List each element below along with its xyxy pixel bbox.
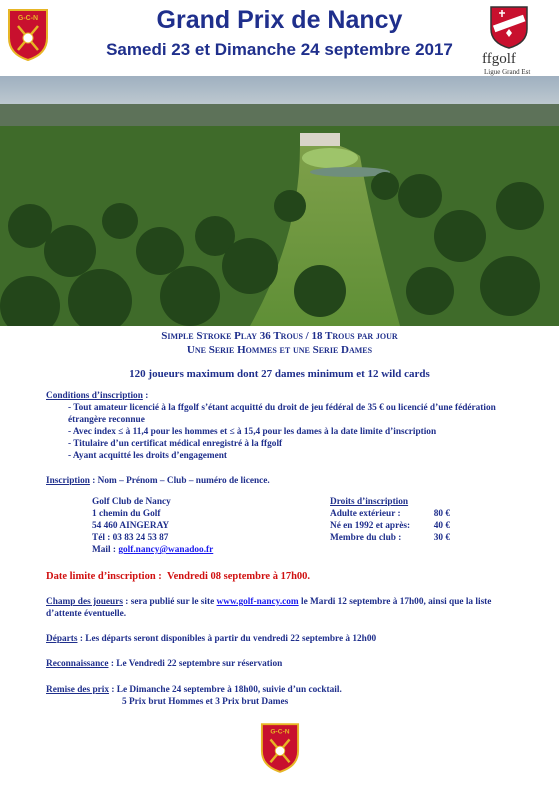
fees-heading: Droits d’inscription <box>330 497 409 507</box>
deadline-line <box>46 571 310 582</box>
departs-label: Départs <box>46 634 78 644</box>
gcn-logo-bottom-text: G-C-N <box>270 728 290 736</box>
conditions-heading <box>46 390 148 402</box>
field-text-3: d’attente éventuelle. <box>46 609 127 619</box>
fees-row <box>330 520 450 532</box>
conditions-item: - Tout amateur licencié à la ffgolf s’étant acquitté du droit de jeu fédéral de 35 € ou licencié d’une fédération <box>68 403 496 413</box>
recon-line <box>46 658 282 670</box>
conditions-item: étrangère reconnue <box>68 415 145 425</box>
format-line-1: Simple Stroke Play 36 Trous / 18 Trous par jour <box>161 330 398 342</box>
inscription-text: : Nom – Prénom – Club – numéro de licence. <box>89 476 270 486</box>
conditions-heading-colon: : <box>142 391 149 401</box>
prizes-line <box>46 684 342 696</box>
gcn-logo-text: G-C-N <box>17 15 39 22</box>
page-title: Grand Prix de Nancy <box>156 6 403 34</box>
club-mail-label: Mail : <box>92 545 119 555</box>
field-paragraph <box>46 596 526 620</box>
club-address <box>92 496 213 556</box>
field-text-1: : sera publié sur le site <box>122 597 217 607</box>
prizes-text-1: : Le Dimanche 24 septembre à 18h00, suivie d’un cocktail. <box>109 685 342 695</box>
club-street: 1 chemin du Golf <box>92 509 161 519</box>
conditions-list <box>68 402 538 462</box>
inscription-line <box>46 475 270 487</box>
deadline-value: Vendredi 08 septembre à 17h00. <box>167 571 311 582</box>
fees-row-label: Membre du club : <box>330 533 402 543</box>
fees-row-label: Né en 1992 et après: <box>330 521 411 531</box>
fees-row-label: Adulte extérieur : <box>330 509 401 519</box>
fees-row-value: 40 € <box>433 521 450 531</box>
club-name: Golf Club de Nancy <box>92 497 171 507</box>
golf-course-photo <box>0 76 559 326</box>
deadline-label: Date limite d’inscription : <box>46 571 162 582</box>
format-line-3: 120 joueurs maximum dont 27 dames minimum et 12 wild cards <box>129 368 430 380</box>
field-text-2: le Mardi 12 septembre à 17h00, ainsi que la liste <box>298 597 492 607</box>
inscription-label: Inscription <box>46 476 90 486</box>
conditions-heading-label: Conditions d’inscription <box>46 391 143 401</box>
conditions-item: - Avec index ≤ à 11,4 pour les hommes et ≤ à 15,4 pour les dames à la date limite d’inscription <box>68 427 437 437</box>
field-label: Champ des joueurs <box>46 597 123 607</box>
prizes-label: Remise des prix <box>46 685 110 695</box>
ffgolf-name: ffgolf <box>482 51 516 67</box>
club-tel: Tél : 03 83 24 53 87 <box>92 533 169 543</box>
gcn-logo-bottom <box>260 722 300 774</box>
club-mail-link[interactable]: golf.nancy@wanadoo.fr <box>118 545 214 555</box>
format-line-2: Une Serie Hommes et une Serie Dames <box>186 344 373 356</box>
conditions-item: - Titulaire d’un certificat médical enregistré à la ffgolf <box>68 439 283 449</box>
ffgolf-logo <box>482 5 552 77</box>
prizes-line-2: 5 Prix brut Hommes et 3 Prix brut Dames <box>122 697 289 707</box>
club-mail-line <box>92 544 213 556</box>
club-city: 54 460 AINGERAY <box>92 521 170 531</box>
departs-line <box>46 633 376 645</box>
recon-text: : Le Vendredi 22 septembre sur réservation <box>108 659 283 669</box>
departs-text: : Les départs seront disponibles à partir du vendredi 22 septembre à 12h00 <box>77 634 377 644</box>
ffgolf-region: Ligue Grand Est <box>484 68 531 76</box>
website-link[interactable]: www.golf-nancy.com <box>216 597 299 607</box>
conditions-item: - Ayant acquitté les droits d’engagement <box>68 451 227 461</box>
fees-row-value: 30 € <box>433 533 450 543</box>
recon-label: Reconnaissance <box>46 659 109 669</box>
fees-row-value: 80 € <box>433 509 450 519</box>
ffgolf-crest-icon <box>489 5 529 49</box>
page-subtitle: Samedi 23 et Dimanche 24 septembre 2017 <box>106 40 453 59</box>
fees-row <box>330 508 450 520</box>
fees-row <box>330 532 450 544</box>
fees-table <box>330 496 450 544</box>
